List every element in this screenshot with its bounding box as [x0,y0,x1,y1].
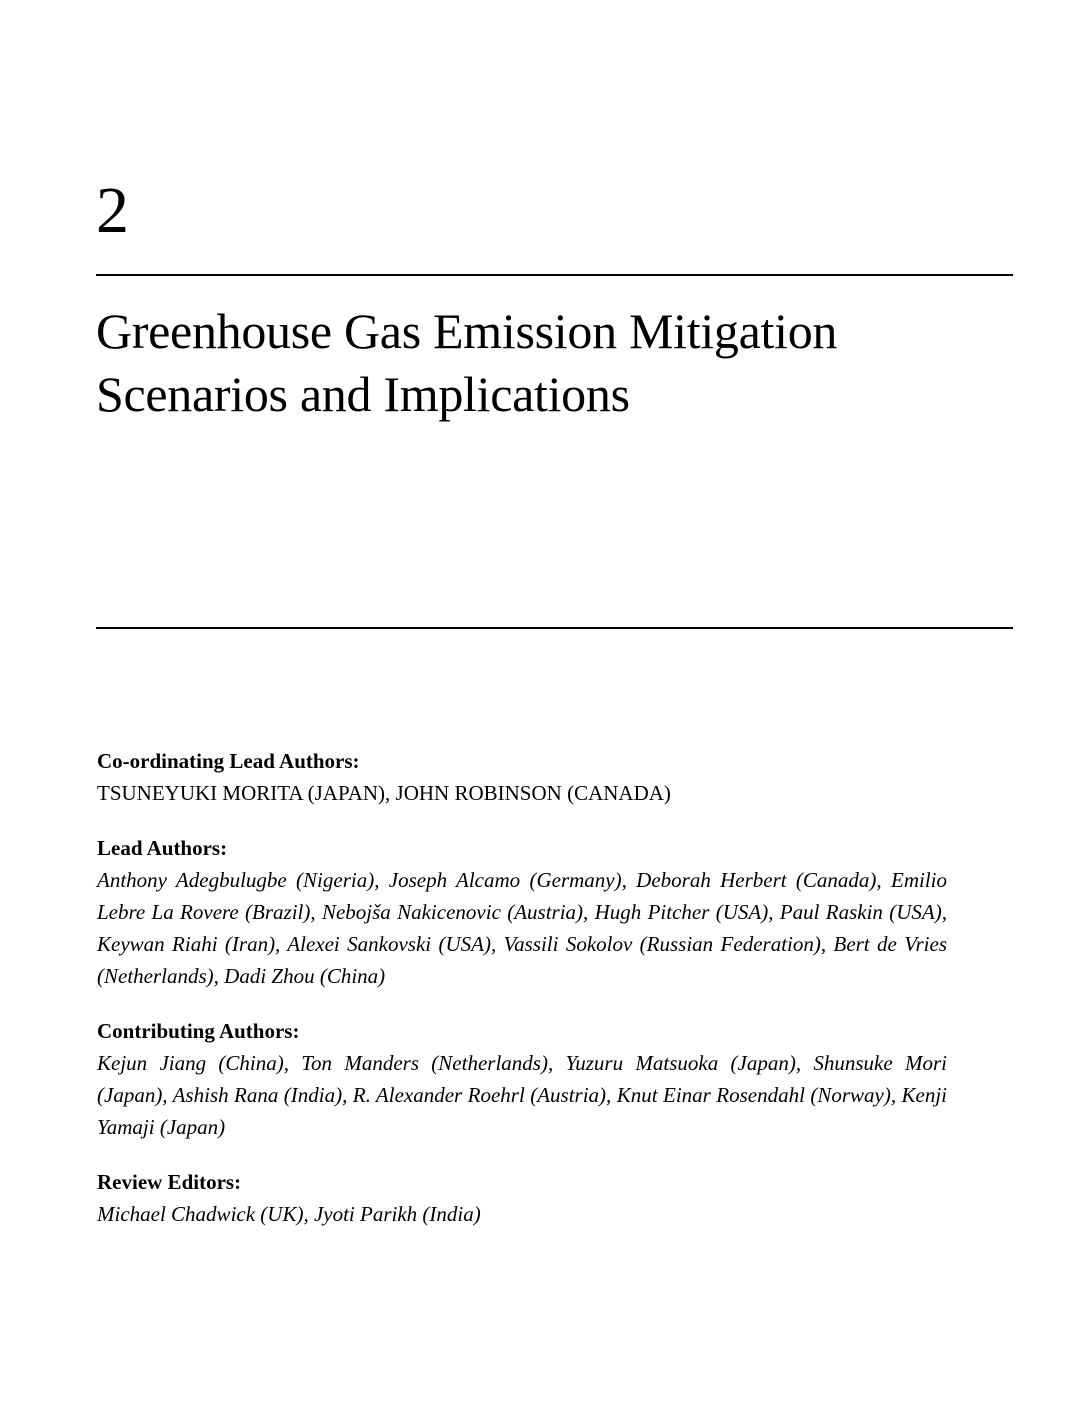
coordinating-lead-authors-section [97,745,947,809]
top-divider [96,274,1013,276]
review-editors-heading: Review Editors: [97,1170,242,1194]
contributing-authors-names: Kejun Jiang (China), Ton Manders (Netherlands), Yuzuru Matsuoka (Japan), Shunsuke Mori (Japan), Ashish Rana (India), R. Alexander Roehrl (Austria), Knut Einar Rosendahl (Norway), Kenji Yamaji (Japan) [97,1051,947,1139]
bottom-divider [96,627,1013,629]
lead-authors-section [97,832,947,992]
contributing-authors-section [97,1015,947,1143]
lead-authors-heading: Lead Authors: [97,836,228,860]
author-credits [97,745,947,1253]
review-editors-names: Michael Chadwick (UK), Jyoti Parikh (India) [97,1202,481,1226]
coordinating-lead-authors-heading: Co-ordinating Lead Authors: [97,749,360,773]
coordinating-lead-authors-names: TSUNEYUKI MORITA (JAPAN), JOHN ROBINSON (CANADA) [97,781,671,805]
chapter-title-line-1: Greenhouse Gas Emission Mitigation [96,303,838,359]
chapter-title-line-2: Scenarios and Implications [96,366,630,422]
lead-authors-names: Anthony Adegbulugbe (Nigeria), Joseph Alcamo (Germany), Deborah Herbert (Canada), Emilio Lebre La Rovere (Brazil), Nebojša Nakicenovic (Austria), Hugh Pitcher (USA), Paul Raskin (USA), Keywan Riahi (Iran), Alexei Sankovski (USA), Vassili Sokolov (Russian Federation), Bert de Vries (Netherlands), Dadi Zhou (China) [97,868,947,988]
review-editors-section [97,1166,947,1230]
contributing-authors-heading: Contributing Authors: [97,1019,300,1043]
chapter-title [96,300,1013,426]
chapter-number: 2 [96,174,129,247]
